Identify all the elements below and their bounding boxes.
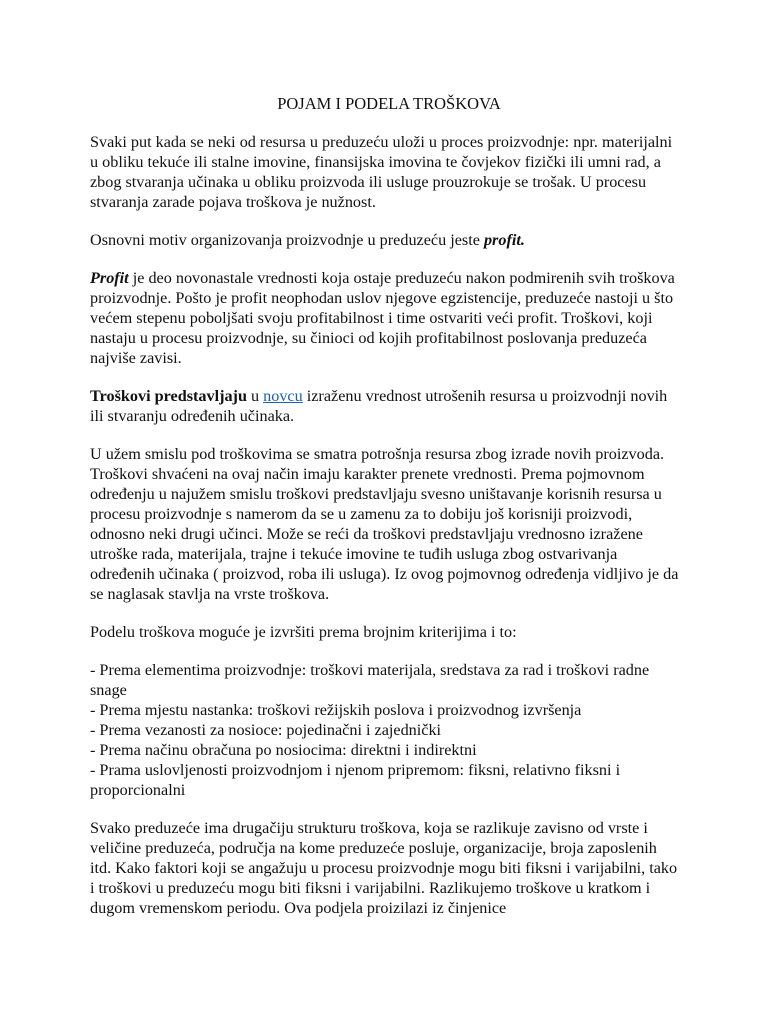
costs-term: Troškovi predstavljaju (90, 387, 247, 405)
novcu-link[interactable]: novcu (263, 387, 303, 405)
criteria-list (90, 660, 680, 800)
paragraph-motive (90, 230, 680, 250)
profit-term: Profit (90, 269, 129, 287)
profit-definition: je deo novonastale vrednosti koja ostaje preduzeću nakon podmirenih svih troškova proizvodnje. Pošto je profit neophodan uslov njegove egzistencije, preduzeće nastoji u što većem stepenu poboljšati svoju profitabilnost i time ostvariti veći profit. Troškovi, koji nastaju u procesu proizvodnje, su činioci od kojih profitabilnost poslovanja preduzeća najviše zavisi. (90, 269, 675, 367)
paragraph-intro: Svaki put kada se neki od resursa u preduzeću uloži u proces proizvodnje: npr. materijalni u obliku tekuće ili stalne imovine, finansijska imovina te čovjekov fizički ili umni rad, a zbog stvaranja učinaka u obliku proizvoda ili usluge prouzrokuje se trošak. U procesu stvaranja zarade pojava troškova je nužnost. (90, 133, 673, 211)
list-item: - Prema vezanosti za nosioce: pojedinačni i zajednički (90, 721, 442, 739)
list-item: - Prama uslovljenosti proizvodnjom i njenom pripremom: fiksni, relativno fiksni i proporcionalni (90, 761, 621, 799)
costs-pre-link: u (246, 387, 264, 405)
list-item: - Prema mjestu nastanka: troškovi režijskih poslova i proizvodnog izvršenja (90, 701, 582, 719)
profit-emphasis: profit. (483, 231, 525, 249)
motive-text: Osnovni motiv organizovanja proizvodnje u preduzeću jeste (90, 231, 484, 249)
paragraph-profit (90, 268, 680, 368)
list-item: - Prema načinu obračuna po nosiocima: direktni i indirektni (90, 741, 477, 759)
paragraph-narrow-sense: U užem smislu pod troškovima se smatra potrošnja resursa zbog izrade novih proizvoda. Troškovi shvaćeni na ovaj način imaju karakter prenete vrednosti. Prema pojmovnom određenju u najužem smislu troškovi predstavljaju svesno uništavanje korisnih resursa u procesu proizvodnje s namerom da se u zamenu za to dobiju još korisniji proizvodi, odnosno neki drugi učinci. Može se reći da troškovi predstavljaju vrednosno izražene utroške rada, materijala, trajne i tekuće imovine te tuđih usluga zbog ostvarivanja određenih učinaka ( proizvod, roba ili usluga). Iz ovog pojmovnog određenja vidljivo je da se naglasak stavlja na vrste troškova. (90, 445, 679, 603)
costs-post-link: izraženu vrednost utrošenih resursa u proizvodnji novih ili stvaranju određenih učinaka. (90, 387, 668, 425)
document-title: POJAM I PODELA TROŠKOVA (277, 94, 501, 113)
paragraph-costs-definition (90, 386, 680, 426)
paragraph-structure: Svako preduzeće ima drugačiju strukturu troškova, koja se razlikuje zavisno od vrste i veličine preduzeća, područja na kome preduzeće posluje, organizacije, broja zaposlenih itd. Kako faktori koji se angažuju u procesu proizvodnje mogu biti fiksni i varijabilni, tako i troškovi u preduzeću mogu biti fiksni i varijabilni. Razlikujemo troškove u kratkom i dugom vremenskom periodu. Ova podjela proizilazi iz činjenice (90, 819, 678, 917)
paragraph-division-intro: Podelu troškova moguće je izvršiti prema brojnim kriterijima i to: (90, 623, 517, 641)
list-item: - Prema elementima proizvodnje: troškovi materijala, sredstava za rad i troškovi radne snage (90, 661, 650, 699)
